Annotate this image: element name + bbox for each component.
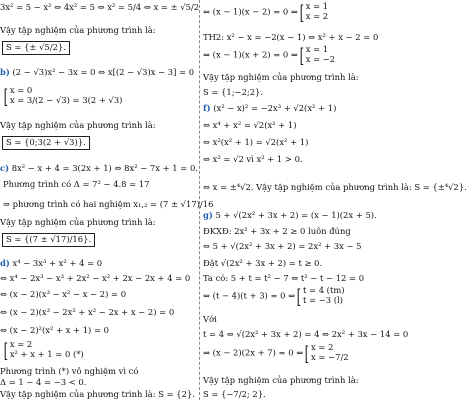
solution-set: S = {−7/2; 2}. xyxy=(203,389,266,399)
conclusion-text: Vậy tập nghiệm của phương trình là: xyxy=(203,375,359,385)
case-line: x = 3/(2 − √3) = 3(2 + √3) xyxy=(9,95,123,105)
math-line: ⇔ (x − 2)(x³ − x² − x − 2) = 0 xyxy=(0,289,127,299)
math-line: ⇔ (x − 1)(x + 2) = 0 ⇔ xyxy=(203,49,298,60)
conclusion-text: Vậy tập nghiệm của phương trình là: xyxy=(203,72,359,82)
bracket-icon: [ xyxy=(3,84,9,108)
case-system xyxy=(2,340,84,360)
case-result: ⇔ (t − 4)(t + 3) = 0 ⇔[ t = 4 (tm) t = −3 (l) xyxy=(203,284,345,308)
bracket-icon: [ xyxy=(299,0,304,24)
conclusion-text: Vậy tập nghiệm của phương trình là: xyxy=(0,25,156,35)
math-line: ⇔ x²(x² + 1) = √2(x² + 1) xyxy=(203,137,309,147)
case-result: ⇔ (x − 1)(x − 2) = 0 ⇔[ x = 1 x = 2 xyxy=(203,0,329,24)
math-line: (2 − √3)x² − 3x = 0 ⇔ x[(2 − √3)x − 3] = 0 xyxy=(12,67,195,77)
solution-set-box: S = {0;3(2 + √3)}. xyxy=(2,136,90,150)
bracket-icon: [ xyxy=(296,284,302,308)
math-line: 5 + √(2x² + 3x + 2) = (x − 1)(2x + 5). xyxy=(215,210,377,220)
part-g xyxy=(203,211,377,219)
math-line: Ta có: 5 + t = t² − 7 ⇔ t² − t − 12 = 0 xyxy=(203,273,365,283)
conclusion-text: Vậy tập nghiệm của phương trình là: S = {2}. xyxy=(0,389,195,399)
part-f xyxy=(203,104,336,112)
math-line: ⇔ (x − 1)(x − 2) = 0 ⇔ xyxy=(203,6,298,17)
math-line: t = 4 ⇔ √(2x² + 3x + 2) = 4 ⇔ 2x² + 3x − 14 = 0 xyxy=(203,329,409,339)
case-line: x = 2 xyxy=(9,339,33,350)
conclusion-text: Vậy tập nghiệm của phương trình là: xyxy=(0,120,156,130)
column-divider xyxy=(199,0,200,400)
case-line: x = 0 xyxy=(9,85,33,96)
math-line: ⇒ phương trình có hai nghiệm x₁,₂ = (7 ± √17)/16 xyxy=(3,199,214,209)
solution-set-box: S = {(7 ± √17)/16}. xyxy=(2,233,95,247)
math-line: Phương trình (*) vô nghiệm vì có xyxy=(0,366,139,376)
math-line: ⇔ x⁴ − 2x³ − x³ + 2x² − x² + 2x − 2x + 4 = 0 xyxy=(0,273,191,283)
math-line: ⇔ (t − 4)(t + 3) = 0 ⇔ xyxy=(203,290,296,301)
math-line: Phương trình có Δ = 7² − 4.8 = 17 xyxy=(3,179,150,189)
case-result: ⇔ (x − 2)(2x + 7) = 0 ⇔[ x = 2 x = −7/2 xyxy=(203,341,349,365)
math-line: ⇔ x⁴ + x² = √2(x² + 1) xyxy=(203,120,297,130)
part-label: d) xyxy=(0,258,10,268)
math-line: ⇔ (x − 2)²(x² + x + 1) = 0 xyxy=(0,325,109,335)
solution-set-box: S = {± √5/2}. xyxy=(2,41,70,55)
part-label: g) xyxy=(203,210,213,220)
math-line: ⇔ x² = √2 vì x² + 1 > 0. xyxy=(203,154,303,164)
bracket-icon: [ xyxy=(3,338,9,362)
math-line: ⇔ x = ±⁴√2. Vậy tập nghiệm của phương trình là: S = {±⁴√2}. xyxy=(203,182,467,192)
math-line: TH2: x² − x = −2(x − 1) ⇔ x² + x − 2 = 0 xyxy=(203,32,379,42)
bracket-icon: [ xyxy=(299,43,304,67)
math-line: ⇔ 5 + √(2x² + 3x + 2) = 2x² + 3x − 5 xyxy=(203,241,362,251)
case-line: x² + x + 1 = 0 (*) xyxy=(9,349,84,359)
right-column xyxy=(203,0,467,400)
part-c xyxy=(0,164,198,172)
bracket-icon: [ xyxy=(304,341,310,365)
math-line: 8x² − x + 4 = 3(2x + 1) ⇔ 8x² − 7x + 1 = 0. xyxy=(11,163,198,173)
part-label: f) xyxy=(203,103,211,113)
math-line: Δ = 1 − 4 = −3 < 0. xyxy=(0,377,87,387)
case-result: ⇔ (x − 1)(x + 2) = 0 ⇔[ x = 1 x = −2 xyxy=(203,43,336,67)
conclusion-text: Vậy tập nghiệm của phương trình là: xyxy=(0,217,156,227)
math-line: Đặt √(2x² + 3x + 2) = t ≥ 0. xyxy=(203,258,323,268)
part-d xyxy=(0,259,102,267)
math-line: ⇔ (x − 2)(x³ − 2x² + x² − 2x + x − 2) = 0 xyxy=(0,307,175,317)
math-line: ĐKXĐ: 2x² + 3x + 2 ≥ 0 luôn đúng xyxy=(203,226,351,236)
part-label: b) xyxy=(0,67,10,77)
math-line: 3x² = 5 − x² ⇔ 4x² = 5 ⇔ x² = 5/4 ⇔ x = ± √5/2 xyxy=(0,2,200,12)
part-b xyxy=(0,68,194,76)
math-line: Với xyxy=(203,314,217,324)
math-line: x⁴ − 3x³ + x² + 4 = 0 xyxy=(12,258,103,268)
case-system xyxy=(2,86,122,106)
part-label: c) xyxy=(0,163,10,173)
math-line: ⇔ (x − 2)(2x + 7) = 0 ⇔ xyxy=(203,347,304,358)
math-line: (x² − x)² = −2x³ + √2(x² + 1) xyxy=(213,103,337,113)
solution-set: S = {1;−2;2}. xyxy=(203,87,264,97)
